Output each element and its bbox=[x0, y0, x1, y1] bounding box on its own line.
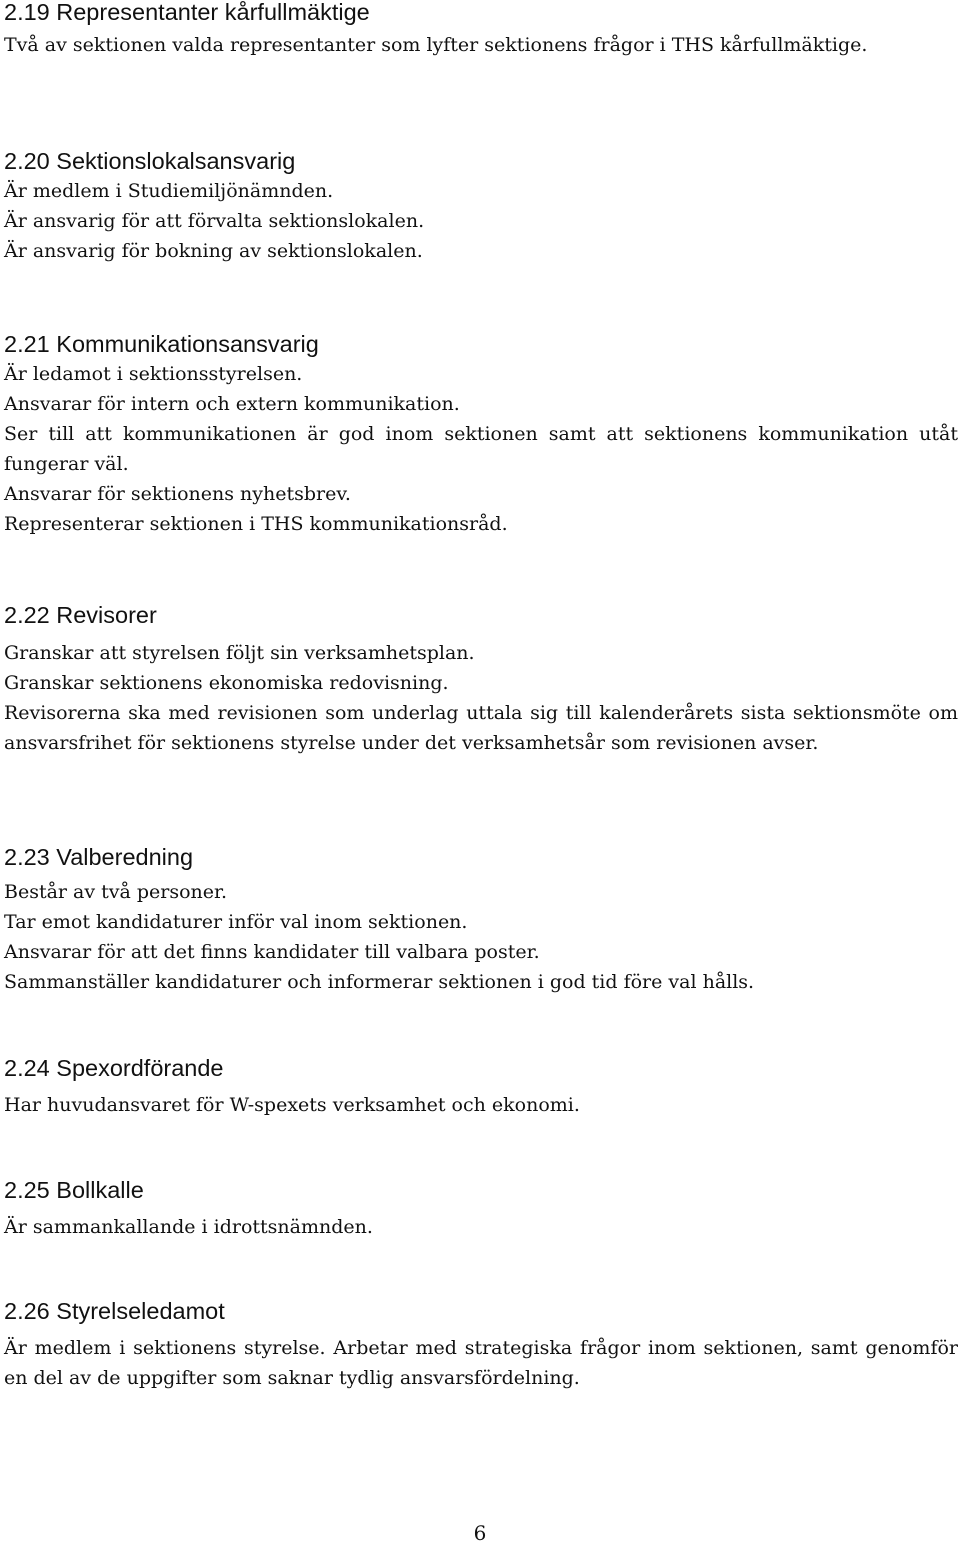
section-heading: 2.26 Styrelseledamot bbox=[4, 1298, 225, 1324]
paragraph: Har huvudansvaret för W-spexets verksamhet och ekonomi. bbox=[4, 1094, 580, 1116]
section-2-19 bbox=[4, 0, 958, 60]
paragraph: Representerar sektionen i THS kommunikationsråd. bbox=[4, 513, 508, 535]
section-2-26 bbox=[4, 1296, 958, 1393]
paragraph: Tar emot kandidaturer inför val inom sektionen. bbox=[4, 911, 468, 933]
section-heading: 2.22 Revisorer bbox=[4, 602, 157, 628]
section-2-25 bbox=[4, 1175, 958, 1242]
paragraph: Granskar att styrelsen följt sin verksamhetsplan. bbox=[4, 642, 475, 664]
paragraph: Ansvarar för sektionens nyhetsbrev. bbox=[4, 483, 351, 505]
section-heading: 2.24 Spexordförande bbox=[4, 1055, 224, 1081]
section-2-20 bbox=[4, 146, 958, 266]
section-2-22 bbox=[4, 600, 958, 758]
page-number: 6 bbox=[473, 1521, 487, 1545]
paragraph: Två av sektionen valda representanter som lyfter sektionens frågor i THS kårfullmäktige. bbox=[4, 34, 868, 56]
paragraph: Består av två personer. bbox=[4, 881, 228, 903]
section-heading: 2.25 Bollkalle bbox=[4, 1177, 144, 1203]
section-heading: 2.19 Representanter kårfullmäktige bbox=[4, 0, 370, 25]
section-2-23 bbox=[4, 842, 958, 997]
paragraph: Ansvarar för att det finns kandidater till valbara poster. bbox=[4, 941, 540, 963]
paragraph: Är ansvarig för att förvalta sektionslokalen. bbox=[4, 210, 425, 232]
paragraph: Är sammankallande i idrottsnämnden. bbox=[4, 1216, 373, 1238]
paragraph: Ansvarar för intern och extern kommunikation. bbox=[4, 393, 460, 415]
section-heading: 2.21 Kommunikationsansvarig bbox=[4, 331, 319, 357]
section-2-24 bbox=[4, 1053, 958, 1120]
paragraph: Revisorerna ska med revisionen som underlag uttala sig till kalenderårets sista sektionsmöte om ansvarsfrihet för sektionens styrelse under det verksamhetsår som revisionen avser. bbox=[4, 702, 958, 754]
paragraph: Är ansvarig för bokning av sektionslokalen. bbox=[4, 240, 423, 262]
paragraph: Är medlem i Studiemiljönämnden. bbox=[4, 180, 334, 202]
paragraph: Granskar sektionens ekonomiska redovisning. bbox=[4, 672, 449, 694]
section-heading: 2.23 Valberedning bbox=[4, 844, 194, 870]
paragraph: Sammanställer kandidaturer och informerar sektionen i god tid före val hålls. bbox=[4, 971, 755, 993]
paragraph: Är ledamot i sektionsstyrelsen. bbox=[4, 363, 303, 385]
section-heading: 2.20 Sektionslokalsansvarig bbox=[4, 148, 296, 174]
paragraph: Ser till att kommunikationen är god inom sektionen samt att sektionens kommunikation utåt fungerar väl. bbox=[4, 423, 958, 475]
section-2-21 bbox=[4, 329, 958, 539]
paragraph: Är medlem i sektionens styrelse. Arbetar med strategiska frågor inom sektionen, samt genomför en del av de uppgifter som saknar tydlig ansvarsfördelning. bbox=[4, 1337, 958, 1389]
